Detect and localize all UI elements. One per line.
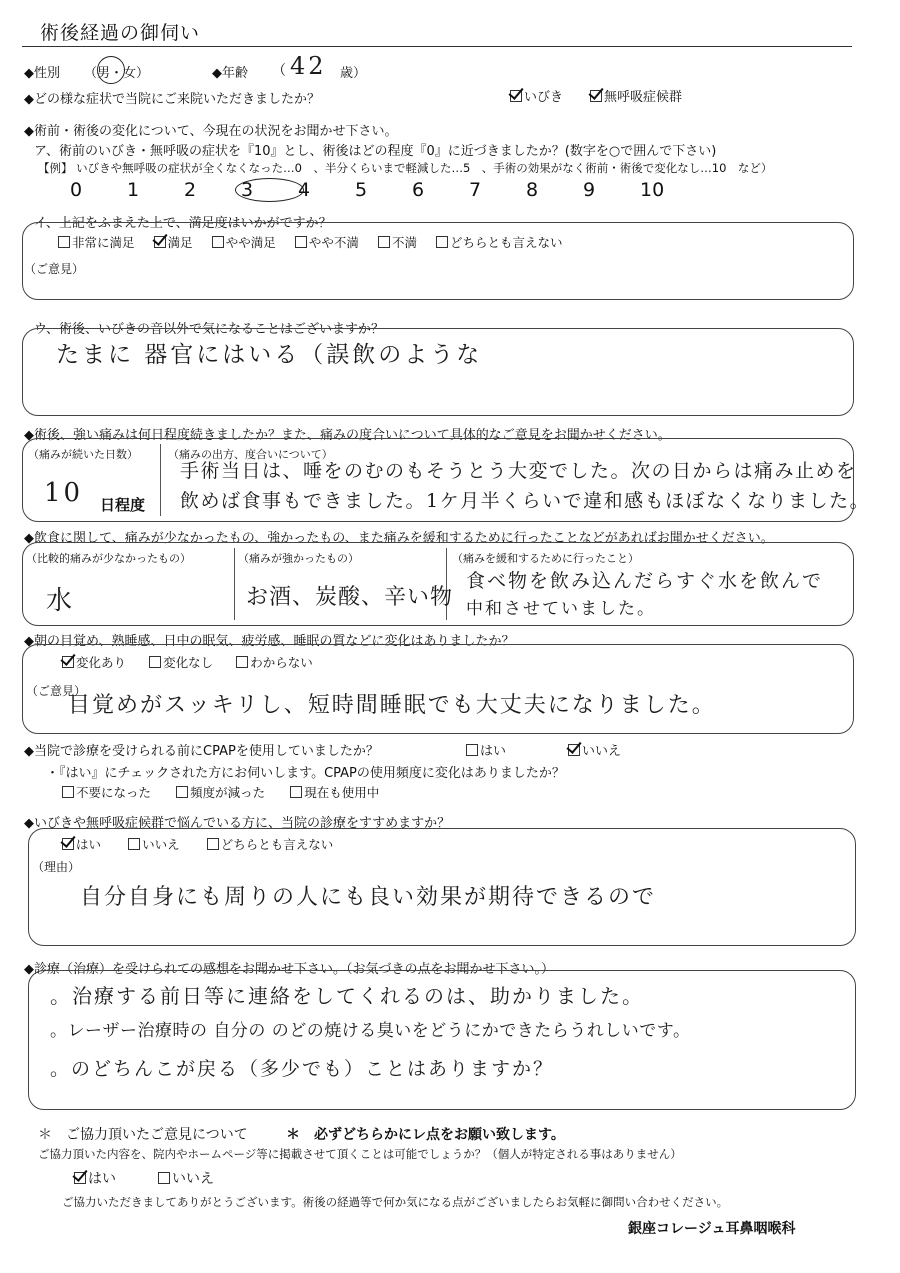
sleep-question: ◆朝の目覚め、熟睡感、日中の眠気、疲労感、睡眠の質などに変化はありましたか？ [24,634,515,649]
impression-line2[interactable]: 。レーザー治療時の 自分の のどの焼ける臭いをどうにかできたらうれしいです。 [50,1021,691,1041]
cpap-option-unneeded[interactable]: 不要になった [62,783,151,801]
change-sub-question: ア、術前のいびき・無呼吸の症状を『10』とし、術後はどの程度『0』に近づきましたか？(数字を○で囲んで下さい) [34,144,717,159]
pain-degree-label: （痛みの出方、度合いについて） [168,448,333,461]
scale-10[interactable]: 10 [640,179,665,201]
pain-days-unit: 日程度 [100,496,146,514]
sex-circle-mark [97,56,125,84]
recommend-question: ◆いびきや無呼吸症候群で悩んでいる方に、当院の診療をすすめますか？ [24,816,451,831]
pain-degree-line1[interactable]: 手術当日は、唾をのむのもそうとう大変でした。次の日からは痛み止めを [180,460,857,482]
change-example: 【例】 いびきや無呼吸の症状が全くなくなった…0 、半分くらいまで軽減した…5 、手術の効果がなく術前・術後で変化なし…10 など） [38,161,773,175]
checkbox-checked[interactable] [590,90,602,102]
scale-8[interactable]: 8 [526,179,539,201]
scale-1[interactable]: 1 [127,179,140,201]
sleep-opinion-label: （ご意見） [26,684,87,698]
recommend-reason-label: （理由） [32,860,81,874]
sleep-option-unknown[interactable]: わからない [236,653,313,671]
change-scale [70,178,697,202]
recommend-answer[interactable]: 自分自身にも周りの人にも良い効果が期待できるので [80,885,657,910]
sex-options: （男・女） [84,66,150,81]
scale-2[interactable]: 2 [184,179,197,201]
scale-0[interactable]: 0 [70,179,83,201]
food-relief-label: （痛みを緩和するために行ったこと） [452,552,639,565]
consent-no[interactable]: いいえ [158,1168,214,1188]
symptom-option-apnea[interactable]: 無呼吸症候群 [590,86,682,105]
age-label: ◆年齢 [212,66,248,81]
sat-option-somewhat-unsatisfied[interactable]: やや不満 [295,233,359,251]
age-value: 42 [290,52,327,80]
food-less-label: （比較的痛みが少なかったもの） [26,552,191,565]
pain-degree-line2[interactable]: 飲めば食事もできました。1ケ月半くらいで違和感もほぼなくなりました。 [180,490,871,512]
consent-heading-right: ＊ 必ずどちらかにレ点をお願い致します。 [286,1127,565,1143]
consent-heading-left: ＊ ご協力頂いたご意見について [38,1127,248,1143]
sat-option-satisfied[interactable]: 満足 [154,233,193,251]
symptom-question: ◆どの様な症状で当院にご来院いただきましたか？ [24,92,320,107]
sleep-answer[interactable]: 目覚めがスッキリし、短時間睡眠でも大丈夫になりました。 [68,693,716,718]
food-less-value[interactable]: 水 [46,586,76,616]
pain-days-value[interactable]: 10 [44,478,84,508]
sleep-option-no-change[interactable]: 変化なし [149,653,213,671]
recommend-option-no[interactable]: いいえ [128,835,180,853]
age-open-paren: （ [272,63,286,79]
scale-3[interactable] [241,178,298,202]
sleep-option-changed[interactable]: 変化あり [62,653,126,671]
food-divider-1 [234,548,235,620]
title-underline [22,46,852,47]
cpap-no[interactable]: いいえ [568,740,621,759]
sat-option-somewhat-satisfied[interactable]: やや満足 [212,233,276,251]
food-relief-line1[interactable]: 食べ物を飲み込んだらすぐ水を飲んで [466,570,824,592]
sat-option-very-satisfied[interactable]: 非常に満足 [58,233,135,251]
sex-label: ◆性別 [24,66,60,81]
pain-question: ◆術後、強い痛みは何日程度続きましたか？また、痛みの度合いについて具体的なご意見をお聞かせください。 [24,428,671,443]
change-question: ◆術前・術後の変化について、今現在の状況をお聞かせ下さい。 [24,124,398,139]
scale-4[interactable]: 4 [298,179,311,201]
impression-line1[interactable]: 。治療する前日等に連絡をしてくれるのは、助かりました。 [50,984,644,1008]
clinic-name: 銀座コレージュ耳鼻咽喉科 [628,1221,796,1237]
other-answer[interactable]: たまに 器官にはいる（誤飲のような [56,342,483,368]
food-strong-value[interactable]: お酒、炭酸、辛い物 [246,585,454,610]
cpap-option-reduced[interactable]: 頻度が減った [176,783,265,801]
cpap-yes[interactable]: はい [466,740,506,759]
consent-question: ご協力頂いた内容を、院内やホームページ等に掲載させて頂くことは可能でしょうか？（個人が特定される事はありません） [38,1147,682,1161]
sat-option-neither[interactable]: どちらとも言えない [436,233,563,251]
food-strong-label: （痛みが強かったもの） [238,552,359,565]
food-relief-line2[interactable]: 中和させていました。 [466,599,656,619]
scale-5[interactable]: 5 [355,179,368,201]
consent-yes[interactable]: はい [74,1168,116,1188]
page-title: 術後経過の御伺い [40,22,201,44]
other-question: ウ、術後、いびきの音以外で気になることはございますか？ [34,322,384,337]
sat-option-unsatisfied[interactable]: 不満 [378,233,417,251]
scale-7[interactable]: 7 [469,179,482,201]
checkbox-checked[interactable] [510,90,522,102]
food-question: ◆飲食に関して、痛みが少なかったもの、強かったもの、また痛みを緩和するために行ったことなどがあればお聞かせください。 [24,531,774,546]
symptom-option-snoring[interactable]: いびき [510,86,563,105]
scale-9[interactable]: 9 [583,179,596,201]
pain-days-label: （痛みが続いた日数） [28,448,138,461]
recommend-option-neither[interactable]: どちらとも言えない [207,835,334,853]
consent-thanks: ご協力いただきましてありがとうございます。術後の経過等で何か気になる点がございましたらお気軽に御問い合わせください。 [62,1195,729,1209]
scale-3-selected: 3 [235,178,304,202]
cpap-sub-question: ・『はい』にチェックされた方にお伺いします。CPAPの使用頻度に変化はありましたか？ [46,766,565,781]
age-unit: 歳） [340,66,367,81]
pain-divider [160,444,161,516]
satisfaction-options [58,232,577,251]
satisfaction-question: イ、上記をふまえた上で、満足度はいかがですか？ [34,216,332,231]
cpap-question: ◆当院で診療を受けられる前にCPAPを使用していましたか？ [24,744,379,759]
impression-line3[interactable]: 。のどちんこが戻る（多少でも）ことはありますか？ [50,1058,555,1080]
satisfaction-opinion-label: （ご意見） [24,262,85,276]
recommend-option-yes[interactable]: はい [62,835,101,853]
impression-question: ◆診療（治療）を受けられての感想をお聞かせ下さい。（お気づきの点をお聞かせ下さい。） [24,962,554,977]
cpap-sub-options [62,782,393,801]
cpap-option-still-using[interactable]: 現在も使用中 [290,783,379,801]
scale-6[interactable]: 6 [412,179,425,201]
